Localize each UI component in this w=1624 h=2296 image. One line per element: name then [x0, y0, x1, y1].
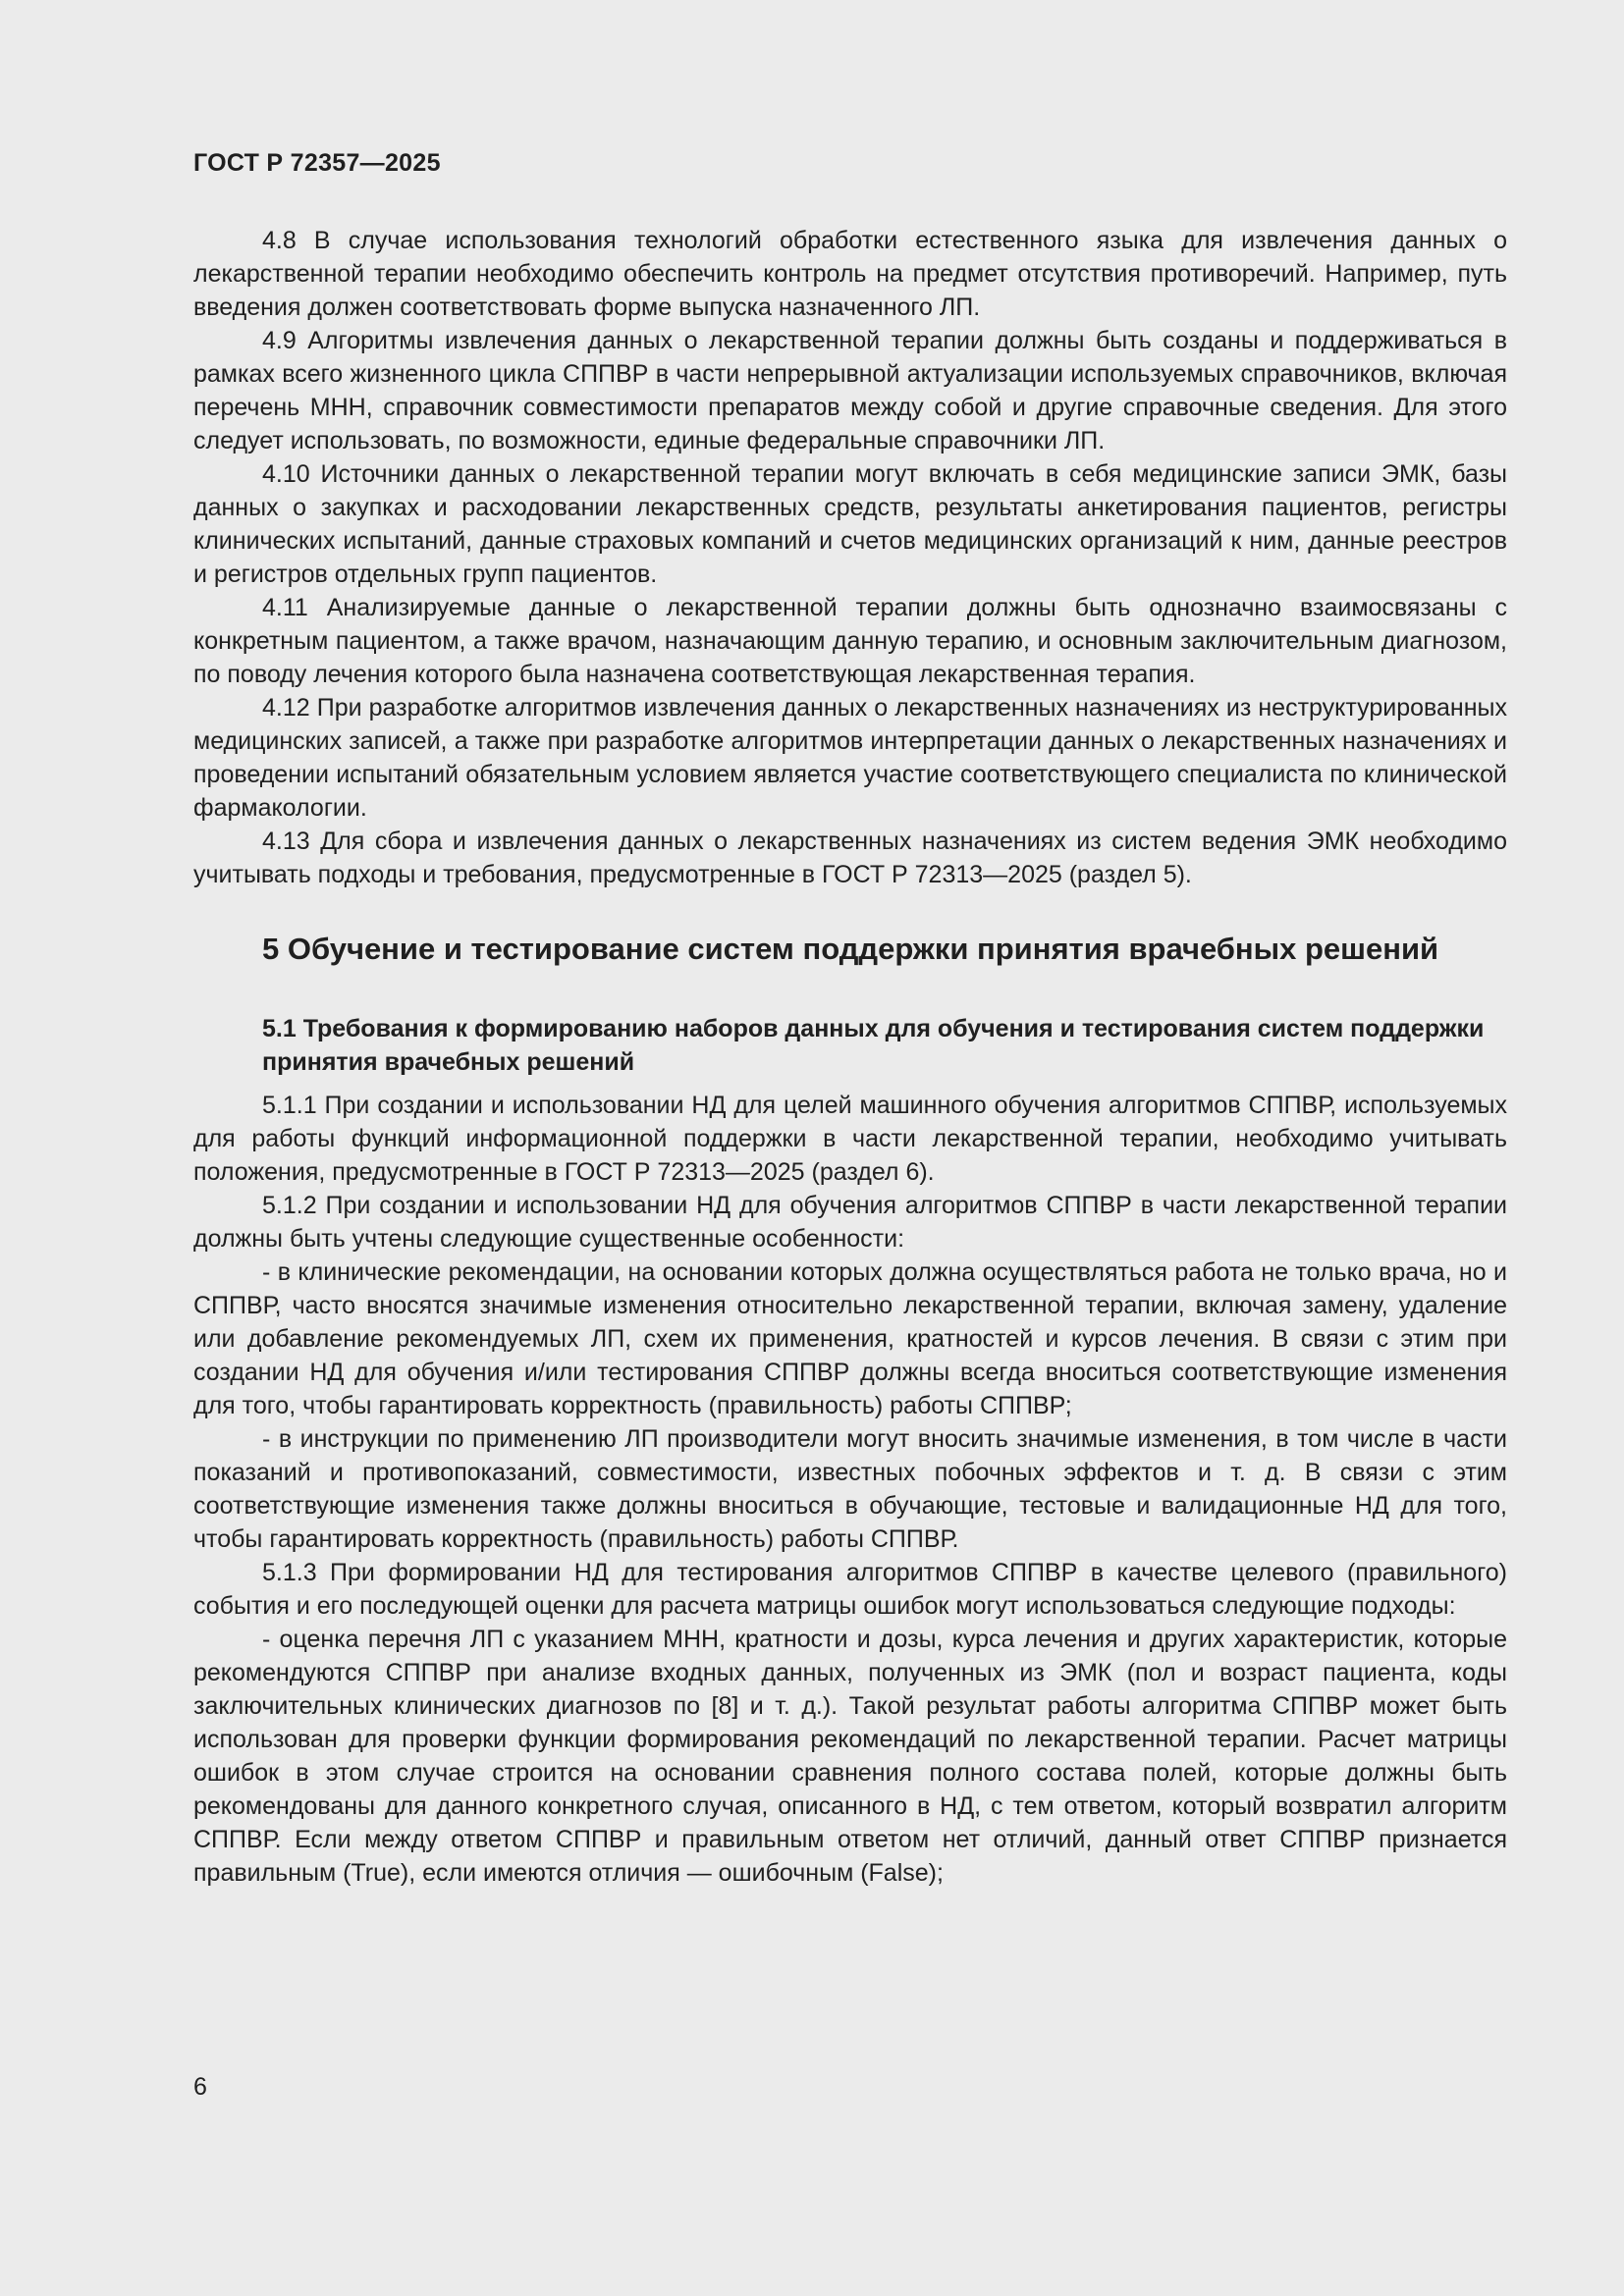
paragraph-4-9: 4.9 Алгоритмы извлечения данных о лекарственной терапии должны быть созданы и поддерживаться в рамках всего жизненного цикла СППВР в части непрерывной актуализации используемых справочников, включая перечень МНН, справочник совместимости препаратов между собой и другие справочные сведения. Для этого следует использовать, по возможности, единые федеральные справочники ЛП.	[193, 327, 1507, 454]
paragraph-5-1-1: 5.1.1 При создании и использовании НД для целей машинного обучения алгоритмов СППВР, используемых для работы функций информационной поддержки в части лекарственной терапии, необходимо учитывать положения, предусмотренные в ГОСТ Р 72313—2025 (раздел 6).	[193, 1092, 1507, 1186]
list-item: - в клинические рекомендации, на основании которых должна осуществляться работа не только врача, но и СППВР, часто вносятся значимые изменения относительно лекарственной терапии, включая замену, удаление или добавление рекомендуемых ЛП, схем их применения, кратностей и курсов лечения. В связи с этим при создании НД для обучения и/или тестирования СППВР должны всегда вноситься соответствующие изменения для того, чтобы гарантировать корректность (правильность) работы СППВР;	[193, 1258, 1507, 1419]
paragraph-4-8: 4.8 В случае использования технологий обработки естественного языка для извлечения данных о лекарственной терапии необходимо обеспечить контроль на предмет отсутствия противоречий. Например, путь введения должен соответствовать форме выпуска назначенного ЛП.	[193, 227, 1507, 321]
paragraph-5-1-2: 5.1.2 При создании и использовании НД для обучения алгоритмов СППВР в части лекарственной терапии должны быть учтены следующие существенные особенности:	[193, 1192, 1507, 1253]
list-item: - в инструкции по применению ЛП производители могут вносить значимые изменения, в том числе в части показаний и противопоказаний, совместимости, известных побочных эффектов и т. д. В связи с этим соответствующие изменения также должны вноситься в обучающие, тестовые и валидационные НД для того, чтобы гарантировать корректность (правильность) работы СППВР.	[193, 1425, 1507, 1553]
paragraph-4-11: 4.11 Анализируемые данные о лекарственной терапии должны быть однозначно взаимосвязаны с конкретным пациентом, а также врачом, назначающим данную терапию, и основным заключительным диагнозом, по поводу лечения которого была назначена соответствующая лекарственная терапия.	[193, 594, 1507, 688]
document-body	[193, 224, 1507, 1890]
section-title: 5 Обучение и тестирование систем поддержки принятия врачебных решений	[262, 932, 1439, 966]
subsection-title: 5.1 Требования к формированию наборов данных для обучения и тестирования систем поддержки принятия врачебных решений	[262, 1015, 1485, 1076]
paragraph-4-12: 4.12 При разработке алгоритмов извлечения данных о лекарственных назначениях из неструктурированных медицинских записей, а также при разработке алгоритмов интерпретации данных о лекарственных назначениях и проведении испытаний обязательным условием является участие соответствующего специалиста по клинической фармакологии.	[193, 694, 1507, 822]
page-number: 6	[193, 2073, 207, 2101]
document-header: ГОСТ Р 72357—2025	[193, 149, 441, 177]
list-item: - оценка перечня ЛП с указанием МНН, кратности и дозы, курса лечения и других характеристик, которые рекомендуются СППВР при анализе входных данных, полученных из ЭМК (пол и возраст пациента, коды заключительных клинических диагнозов по [8] и т. д.). Такой результат работы алгоритма СППВР может быть использован для проверки функции формирования рекомендаций по лекарственной терапии. Расчет матрицы ошибок в этом случае строится на основании сравнения полного состава полей, которые должны быть рекомендованы для данного конкретного случая, описанного в НД, с тем ответом, который возвратил алгоритм СППВР. Если между ответом СППВР и правильным ответом нет отличий, данный ответ СППВР признается правильным (True), если имеются отличия — ошибочным (False);	[193, 1626, 1507, 1887]
paragraph-5-1-3: 5.1.3 При формировании НД для тестирования алгоритмов СППВР в качестве целевого (правильного) события и его последующей оценки для расчета матрицы ошибок могут использоваться следующие подходы:	[193, 1559, 1507, 1620]
paragraph-4-13: 4.13 Для сбора и извлечения данных о лекарственных назначениях из систем ведения ЭМК необходимо учитывать подходы и требования, предусмотренные в ГОСТ Р 72313—2025 (раздел 5).	[193, 828, 1507, 888]
paragraph-4-10: 4.10 Источники данных о лекарственной терапии могут включать в себя медицинские записи ЭМК, базы данных о закупках и расходовании лекарственных средств, результаты анкетирования пациентов, регистры клинических испытаний, данные страховых компаний и счетов медицинских организаций к ним, данные реестров и регистров отдельных групп пациентов.	[193, 460, 1507, 588]
